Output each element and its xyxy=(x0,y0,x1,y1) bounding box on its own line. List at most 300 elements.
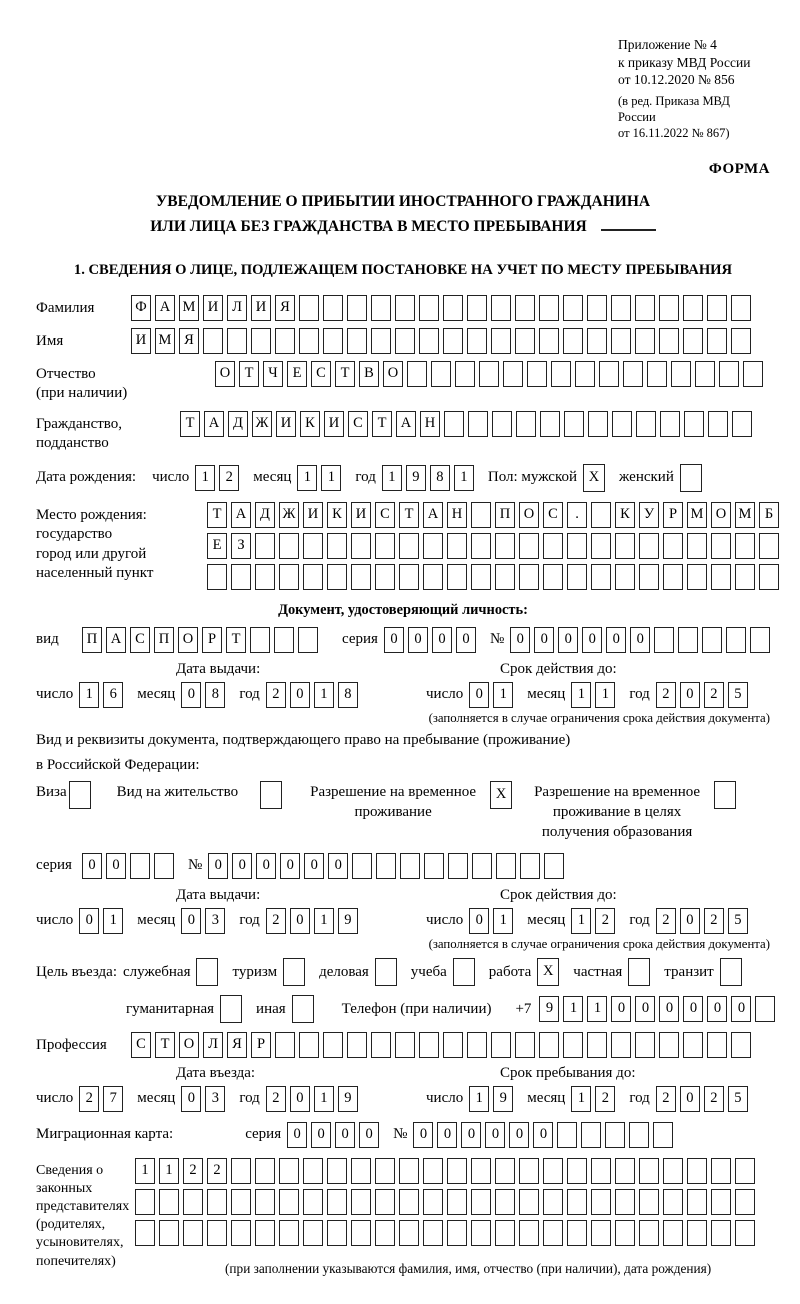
cell[interactable] xyxy=(443,1032,463,1058)
cell[interactable] xyxy=(251,328,271,354)
cell[interactable] xyxy=(303,1158,323,1184)
cell[interactable]: М xyxy=(155,328,175,354)
cell[interactable] xyxy=(587,328,607,354)
cell[interactable]: Т xyxy=(335,361,355,387)
cell[interactable] xyxy=(567,1189,587,1215)
cell[interactable]: 2 xyxy=(656,908,676,934)
cell[interactable] xyxy=(207,1189,227,1215)
cell[interactable]: 2 xyxy=(266,682,286,708)
cell[interactable] xyxy=(255,533,275,559)
cell[interactable] xyxy=(591,1220,611,1246)
cell[interactable] xyxy=(279,533,299,559)
cell[interactable] xyxy=(587,1032,607,1058)
cell[interactable]: Р xyxy=(251,1032,271,1058)
cell[interactable] xyxy=(323,295,343,321)
cell[interactable]: 0 xyxy=(534,627,554,653)
cell[interactable] xyxy=(735,533,755,559)
cell[interactable] xyxy=(159,1189,179,1215)
cell[interactable] xyxy=(453,958,475,986)
cell[interactable] xyxy=(654,627,674,653)
cell[interactable] xyxy=(687,1189,707,1215)
cell[interactable] xyxy=(471,1220,491,1246)
cell[interactable] xyxy=(443,328,463,354)
cell[interactable]: 0 xyxy=(181,1086,201,1112)
cell[interactable]: 0 xyxy=(533,1122,553,1148)
cell[interactable] xyxy=(347,328,367,354)
cell[interactable] xyxy=(135,1220,155,1246)
cell[interactable] xyxy=(567,1220,587,1246)
cell[interactable] xyxy=(683,328,703,354)
cell[interactable]: 1 xyxy=(571,908,591,934)
cell[interactable] xyxy=(719,361,739,387)
cell[interactable] xyxy=(227,328,247,354)
cell[interactable]: М xyxy=(179,295,199,321)
cell[interactable]: 9 xyxy=(338,908,358,934)
cell[interactable]: О xyxy=(711,502,731,528)
cell[interactable] xyxy=(707,295,727,321)
cell[interactable] xyxy=(671,361,691,387)
cell[interactable] xyxy=(743,361,763,387)
cell[interactable]: 2 xyxy=(656,1086,676,1112)
cell[interactable] xyxy=(639,1189,659,1215)
cell[interactable] xyxy=(395,1032,415,1058)
cell[interactable]: Т xyxy=(207,502,227,528)
cell[interactable] xyxy=(327,564,347,590)
cell[interactable] xyxy=(347,295,367,321)
cell[interactable]: М xyxy=(687,502,707,528)
cell[interactable] xyxy=(395,328,415,354)
cell[interactable] xyxy=(351,1189,371,1215)
cell[interactable]: 0 xyxy=(731,996,751,1022)
cell[interactable] xyxy=(299,328,319,354)
cell[interactable] xyxy=(447,1158,467,1184)
cell[interactable] xyxy=(399,1220,419,1246)
cell[interactable]: 2 xyxy=(79,1086,99,1112)
cell[interactable] xyxy=(327,533,347,559)
cell[interactable]: И xyxy=(351,502,371,528)
cell[interactable] xyxy=(495,564,515,590)
cell[interactable] xyxy=(375,564,395,590)
cell[interactable] xyxy=(635,328,655,354)
cell[interactable]: 3 xyxy=(205,908,225,934)
cell[interactable]: 0 xyxy=(304,853,324,879)
cell[interactable]: К xyxy=(615,502,635,528)
cell[interactable]: . xyxy=(567,502,587,528)
cell[interactable] xyxy=(495,533,515,559)
cell[interactable]: 7 xyxy=(103,1086,123,1112)
cell[interactable]: С xyxy=(348,411,368,437)
cell[interactable] xyxy=(735,1158,755,1184)
cell[interactable] xyxy=(327,1158,347,1184)
cell[interactable]: 0 xyxy=(659,996,679,1022)
cell[interactable] xyxy=(375,1220,395,1246)
cell[interactable] xyxy=(615,564,635,590)
cell[interactable]: 9 xyxy=(539,996,559,1022)
cell[interactable] xyxy=(515,328,535,354)
cell[interactable] xyxy=(615,1158,635,1184)
cell[interactable] xyxy=(519,564,539,590)
cell[interactable] xyxy=(130,853,150,879)
cell[interactable] xyxy=(567,533,587,559)
cell[interactable] xyxy=(274,627,294,653)
cell[interactable] xyxy=(299,295,319,321)
cell[interactable]: С xyxy=(311,361,331,387)
cell[interactable]: О xyxy=(179,1032,199,1058)
cell[interactable] xyxy=(471,1189,491,1215)
cell[interactable] xyxy=(303,564,323,590)
cell[interactable] xyxy=(491,328,511,354)
cell[interactable]: 0 xyxy=(635,996,655,1022)
cell[interactable] xyxy=(399,533,419,559)
cell[interactable]: Т xyxy=(226,627,246,653)
cell[interactable] xyxy=(351,1158,371,1184)
cell[interactable] xyxy=(492,411,512,437)
cell[interactable] xyxy=(687,1220,707,1246)
cell[interactable] xyxy=(159,1220,179,1246)
cell[interactable] xyxy=(663,1189,683,1215)
cell[interactable]: Ф xyxy=(131,295,151,321)
cell[interactable] xyxy=(447,1220,467,1246)
cell[interactable]: И xyxy=(131,328,151,354)
cell[interactable]: А xyxy=(231,502,251,528)
cell[interactable]: 0 xyxy=(290,1086,310,1112)
cell[interactable]: 0 xyxy=(413,1122,433,1148)
cell[interactable] xyxy=(423,1220,443,1246)
cell[interactable] xyxy=(255,564,275,590)
cell[interactable] xyxy=(279,1220,299,1246)
cell[interactable]: X xyxy=(583,464,605,492)
cell[interactable] xyxy=(543,564,563,590)
cell[interactable] xyxy=(635,295,655,321)
cell[interactable]: 0 xyxy=(707,996,727,1022)
cell[interactable]: И xyxy=(276,411,296,437)
cell[interactable] xyxy=(471,564,491,590)
cell[interactable] xyxy=(407,361,427,387)
cell[interactable]: 0 xyxy=(335,1122,355,1148)
cell[interactable]: 0 xyxy=(232,853,252,879)
cell[interactable] xyxy=(551,361,571,387)
cell[interactable] xyxy=(519,1220,539,1246)
cell[interactable] xyxy=(275,328,295,354)
cell[interactable] xyxy=(203,328,223,354)
cell[interactable]: Р xyxy=(202,627,222,653)
cell[interactable] xyxy=(639,1158,659,1184)
cell[interactable] xyxy=(371,295,391,321)
cell[interactable] xyxy=(591,1189,611,1215)
cell[interactable] xyxy=(255,1189,275,1215)
cell[interactable]: 0 xyxy=(630,627,650,653)
cell[interactable]: Т xyxy=(239,361,259,387)
cell[interactable]: А xyxy=(396,411,416,437)
cell[interactable] xyxy=(279,564,299,590)
cell[interactable]: О xyxy=(519,502,539,528)
cell[interactable] xyxy=(731,295,751,321)
cell[interactable]: Т xyxy=(155,1032,175,1058)
cell[interactable]: 0 xyxy=(256,853,276,879)
cell[interactable]: Н xyxy=(420,411,440,437)
cell[interactable]: Б xyxy=(759,502,779,528)
cell[interactable]: А xyxy=(204,411,224,437)
cell[interactable]: Е xyxy=(207,533,227,559)
cell[interactable] xyxy=(588,411,608,437)
cell[interactable] xyxy=(467,1032,487,1058)
cell[interactable]: Я xyxy=(275,295,295,321)
cell[interactable] xyxy=(515,295,535,321)
cell[interactable]: 2 xyxy=(704,908,724,934)
cell[interactable] xyxy=(495,1158,515,1184)
cell[interactable] xyxy=(220,995,242,1023)
cell[interactable]: К xyxy=(300,411,320,437)
cell[interactable] xyxy=(375,533,395,559)
cell[interactable] xyxy=(611,1032,631,1058)
cell[interactable] xyxy=(720,958,742,986)
cell[interactable] xyxy=(543,1220,563,1246)
cell[interactable]: Т xyxy=(180,411,200,437)
cell[interactable] xyxy=(255,1158,275,1184)
cell[interactable]: 0 xyxy=(290,908,310,934)
cell[interactable]: 9 xyxy=(338,1086,358,1112)
cell[interactable] xyxy=(735,1189,755,1215)
cell[interactable]: 1 xyxy=(587,996,607,1022)
cell[interactable]: 0 xyxy=(683,996,703,1022)
cell[interactable]: 1 xyxy=(571,1086,591,1112)
cell[interactable] xyxy=(687,564,707,590)
cell[interactable] xyxy=(467,328,487,354)
cell[interactable]: 0 xyxy=(469,908,489,934)
cell[interactable] xyxy=(732,411,752,437)
cell[interactable] xyxy=(628,958,650,986)
cell[interactable] xyxy=(695,361,715,387)
cell[interactable] xyxy=(684,411,704,437)
cell[interactable] xyxy=(687,533,707,559)
cell[interactable] xyxy=(647,361,667,387)
cell[interactable]: 0 xyxy=(680,1086,700,1112)
cell[interactable] xyxy=(563,328,583,354)
cell[interactable] xyxy=(399,1189,419,1215)
cell[interactable]: Р xyxy=(663,502,683,528)
cell[interactable] xyxy=(540,411,560,437)
cell[interactable] xyxy=(371,1032,391,1058)
cell[interactable]: С xyxy=(375,502,395,528)
cell[interactable] xyxy=(612,411,632,437)
cell[interactable]: 0 xyxy=(680,908,700,934)
cell[interactable]: 0 xyxy=(582,627,602,653)
cell[interactable]: 1 xyxy=(103,908,123,934)
cell[interactable] xyxy=(399,564,419,590)
cell[interactable]: Д xyxy=(255,502,275,528)
cell[interactable] xyxy=(735,564,755,590)
cell[interactable] xyxy=(659,295,679,321)
cell[interactable]: 8 xyxy=(338,682,358,708)
cell[interactable] xyxy=(635,1032,655,1058)
cell[interactable] xyxy=(567,564,587,590)
cell[interactable] xyxy=(543,1189,563,1215)
cell[interactable] xyxy=(347,1032,367,1058)
cell[interactable] xyxy=(431,361,451,387)
cell[interactable] xyxy=(471,1158,491,1184)
cell[interactable]: 0 xyxy=(408,627,428,653)
cell[interactable]: З xyxy=(231,533,251,559)
cell[interactable] xyxy=(375,1189,395,1215)
cell[interactable]: И xyxy=(303,502,323,528)
cell[interactable] xyxy=(726,627,746,653)
cell[interactable]: 0 xyxy=(611,996,631,1022)
cell[interactable] xyxy=(395,295,415,321)
cell[interactable] xyxy=(591,533,611,559)
cell[interactable] xyxy=(231,1158,251,1184)
cell[interactable]: 6 xyxy=(103,682,123,708)
cell[interactable]: 1 xyxy=(469,1086,489,1112)
cell[interactable] xyxy=(352,853,372,879)
cell[interactable] xyxy=(455,361,475,387)
cell[interactable]: 0 xyxy=(509,1122,529,1148)
cell[interactable]: П xyxy=(154,627,174,653)
cell[interactable] xyxy=(755,996,775,1022)
cell[interactable] xyxy=(375,958,397,986)
cell[interactable] xyxy=(515,1032,535,1058)
cell[interactable]: 2 xyxy=(183,1158,203,1184)
cell[interactable] xyxy=(663,1158,683,1184)
cell[interactable] xyxy=(543,533,563,559)
cell[interactable] xyxy=(471,502,491,528)
cell[interactable] xyxy=(467,295,487,321)
cell[interactable] xyxy=(519,1158,539,1184)
cell[interactable] xyxy=(636,411,656,437)
cell[interactable] xyxy=(207,1220,227,1246)
cell[interactable]: 1 xyxy=(563,996,583,1022)
cell[interactable] xyxy=(660,411,680,437)
cell[interactable]: И xyxy=(324,411,344,437)
cell[interactable]: 1 xyxy=(493,682,513,708)
cell[interactable] xyxy=(653,1122,673,1148)
cell[interactable] xyxy=(659,1032,679,1058)
cell[interactable] xyxy=(639,533,659,559)
cell[interactable] xyxy=(419,295,439,321)
cell[interactable]: 1 xyxy=(321,465,341,491)
cell[interactable] xyxy=(711,1189,731,1215)
cell[interactable]: И xyxy=(203,295,223,321)
cell[interactable] xyxy=(423,533,443,559)
cell[interactable] xyxy=(544,853,564,879)
cell[interactable] xyxy=(207,564,227,590)
cell[interactable] xyxy=(399,1158,419,1184)
cell[interactable] xyxy=(687,1158,707,1184)
cell[interactable]: 0 xyxy=(606,627,626,653)
cell[interactable]: 0 xyxy=(311,1122,331,1148)
cell[interactable] xyxy=(327,1220,347,1246)
cell[interactable] xyxy=(611,295,631,321)
cell[interactable] xyxy=(539,295,559,321)
cell[interactable] xyxy=(575,361,595,387)
cell[interactable]: Н xyxy=(447,502,467,528)
cell[interactable] xyxy=(448,853,468,879)
cell[interactable] xyxy=(711,1158,731,1184)
cell[interactable]: 0 xyxy=(79,908,99,934)
cell[interactable] xyxy=(275,1032,295,1058)
cell[interactable] xyxy=(371,328,391,354)
cell[interactable]: 2 xyxy=(656,682,676,708)
cell[interactable] xyxy=(731,328,751,354)
cell[interactable] xyxy=(400,853,420,879)
cell[interactable]: 0 xyxy=(432,627,452,653)
cell[interactable] xyxy=(231,1220,251,1246)
cell[interactable] xyxy=(615,1189,635,1215)
cell[interactable] xyxy=(711,533,731,559)
cell[interactable]: 2 xyxy=(704,1086,724,1112)
cell[interactable] xyxy=(424,853,444,879)
cell[interactable]: 0 xyxy=(208,853,228,879)
cell[interactable] xyxy=(708,411,728,437)
cell[interactable] xyxy=(183,1189,203,1215)
cell[interactable] xyxy=(591,502,611,528)
cell[interactable] xyxy=(503,361,523,387)
cell[interactable]: 1 xyxy=(314,908,334,934)
cell[interactable]: М xyxy=(735,502,755,528)
cell[interactable]: 0 xyxy=(106,853,126,879)
cell[interactable]: 0 xyxy=(456,627,476,653)
cell[interactable] xyxy=(468,411,488,437)
cell[interactable]: 1 xyxy=(314,682,334,708)
cell[interactable]: 0 xyxy=(461,1122,481,1148)
cell[interactable] xyxy=(299,1032,319,1058)
cell[interactable]: А xyxy=(106,627,126,653)
cell[interactable] xyxy=(678,627,698,653)
cell[interactable] xyxy=(444,411,464,437)
cell[interactable] xyxy=(447,533,467,559)
cell[interactable] xyxy=(629,1122,649,1148)
cell[interactable]: Л xyxy=(203,1032,223,1058)
cell[interactable]: К xyxy=(327,502,347,528)
cell[interactable] xyxy=(298,627,318,653)
cell[interactable]: Ж xyxy=(279,502,299,528)
cell[interactable]: П xyxy=(495,502,515,528)
cell[interactable]: 1 xyxy=(382,465,402,491)
cell[interactable] xyxy=(707,1032,727,1058)
cell[interactable] xyxy=(539,328,559,354)
cell[interactable] xyxy=(735,1220,755,1246)
cell[interactable] xyxy=(231,564,251,590)
cell[interactable] xyxy=(519,533,539,559)
cell[interactable] xyxy=(255,1220,275,1246)
cell[interactable] xyxy=(567,1158,587,1184)
cell[interactable]: Е xyxy=(287,361,307,387)
cell[interactable] xyxy=(564,411,584,437)
cell[interactable]: 0 xyxy=(328,853,348,879)
cell[interactable] xyxy=(520,853,540,879)
cell[interactable] xyxy=(750,627,770,653)
cell[interactable] xyxy=(680,464,702,492)
cell[interactable]: П xyxy=(82,627,102,653)
cell[interactable] xyxy=(154,853,174,879)
cell[interactable]: 2 xyxy=(595,908,615,934)
cell[interactable] xyxy=(587,295,607,321)
cell[interactable] xyxy=(659,328,679,354)
cell[interactable]: 0 xyxy=(290,682,310,708)
cell[interactable]: И xyxy=(251,295,271,321)
cell[interactable] xyxy=(557,1122,577,1148)
cell[interactable] xyxy=(714,781,736,809)
cell[interactable]: 1 xyxy=(195,465,215,491)
cell[interactable]: Л xyxy=(227,295,247,321)
cell[interactable] xyxy=(519,1189,539,1215)
cell[interactable] xyxy=(69,781,91,809)
cell[interactable] xyxy=(563,295,583,321)
cell[interactable] xyxy=(196,958,218,986)
cell[interactable]: 1 xyxy=(297,465,317,491)
cell[interactable] xyxy=(759,533,779,559)
cell[interactable] xyxy=(711,564,731,590)
cell[interactable]: 0 xyxy=(287,1122,307,1148)
